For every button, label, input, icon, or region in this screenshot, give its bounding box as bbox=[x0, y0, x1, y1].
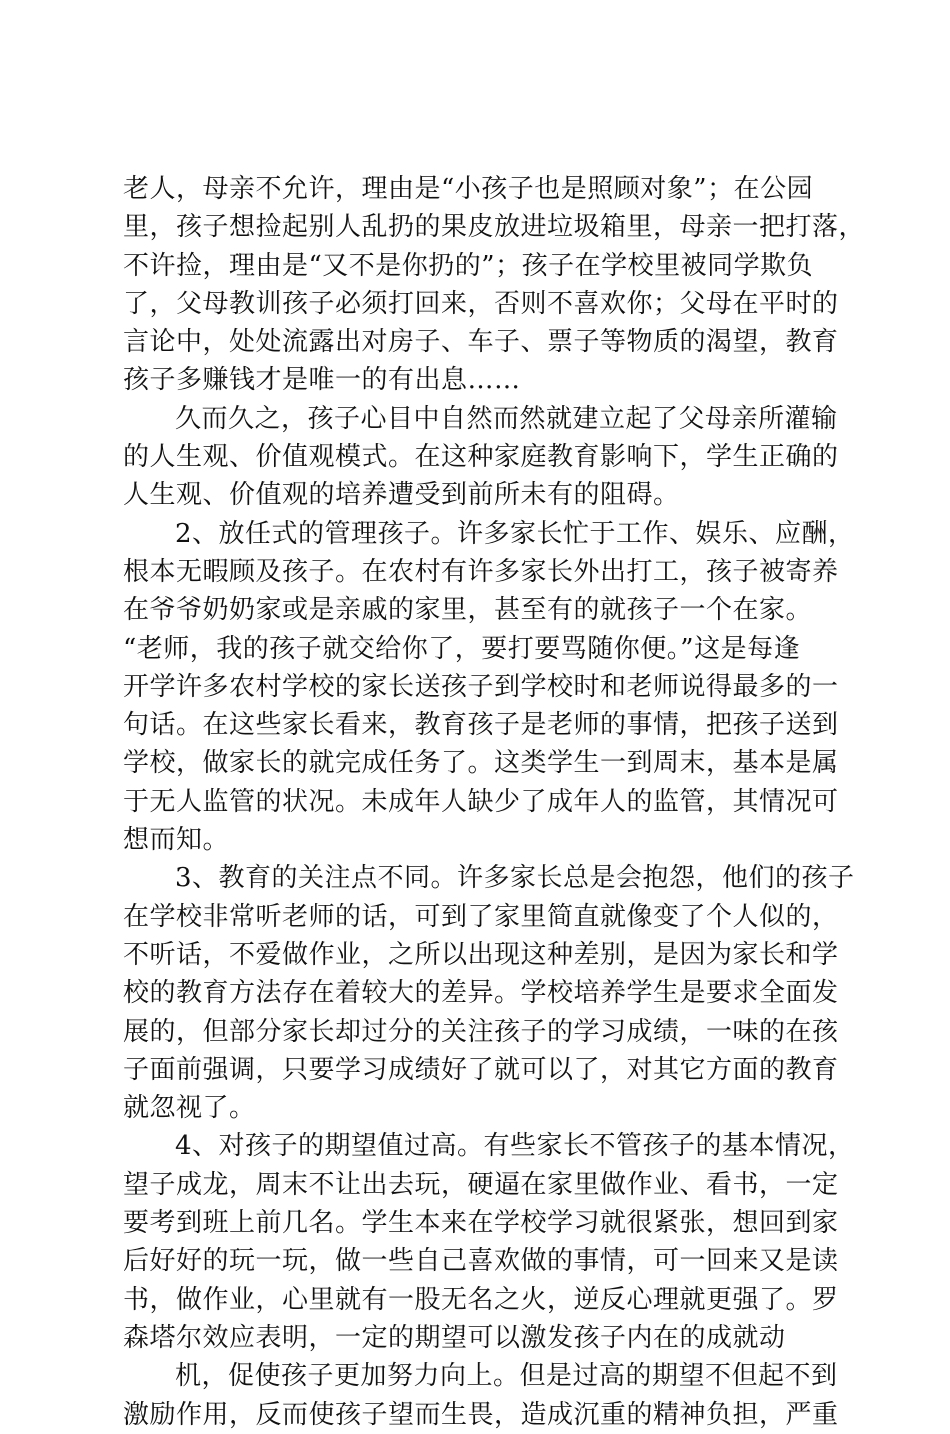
text-line: 想而知。 bbox=[123, 825, 230, 856]
text-line: “老师，我的孩子就交给你了，要打要骂随你便。”这是每逢 bbox=[123, 633, 801, 664]
text-line: 不听话，不爱做作业，之所以出现这种差别，是因为家长和学 bbox=[123, 939, 839, 970]
text-line: 于无人监管的状况。未成年人缺少了成年人的监管，其情况可 bbox=[123, 786, 839, 817]
text-line: 要考到班上前几名。学生本来在学校学习就很紧张，想回到家 bbox=[123, 1208, 839, 1239]
text-line: 展的，但部分家长却过分的关注孩子的学习成绩，一味的在孩 bbox=[123, 1016, 839, 1047]
text-line: 孩子多赚钱才是唯一的有出息…… bbox=[123, 365, 521, 396]
text-line: 望子成龙，周末不让出去玩，硬逼在家里做作业、看书，一定 bbox=[123, 1169, 839, 1200]
text-line: 3、教育的关注点不同。许多家长总是会抱怨，他们的孩子 bbox=[175, 863, 855, 894]
text-line: 在学校非常听老师的话，可到了家里简直就像变了个人似的， bbox=[123, 901, 839, 932]
text-line: 久而久之，孩子心目中自然而然就建立起了父母亲所灌输 bbox=[175, 403, 838, 434]
text-line: 学校，做家长的就完成任务了。这类学生一到周末，基本是属 bbox=[123, 748, 839, 779]
text-line: 言论中，处处流露出对房子、车子、票子等物质的渴望，教育 bbox=[123, 327, 839, 358]
text-line: 后好好的玩一玩，做一些自己喜欢做的事情，可一回来又是读 bbox=[123, 1246, 839, 1277]
document-body bbox=[123, 170, 866, 1434]
text-line: 森塔尔效应表明，一定的期望可以激发孩子内在的成就动 bbox=[123, 1322, 786, 1353]
text-line: 2、放任式的管理孩子。许多家长忙于工作、娱乐、应酬， bbox=[175, 518, 855, 549]
text-line: 在爷爷奶奶家或是亲戚的家里，甚至有的就孩子一个在家。 bbox=[123, 595, 813, 626]
text-line: 里，孩子想捡起别人乱扔的果皮放进垃圾箱里，母亲一把打落， bbox=[123, 212, 866, 243]
text-line: 4、对孩子的期望值过高。有些家长不管孩子的基本情况， bbox=[175, 1131, 855, 1162]
text-line: 开学许多农村学校的家长送孩子到学校时和老师说得最多的一 bbox=[123, 671, 839, 702]
text-line: 的人生观、价值观模式。在这种家庭教育影响下，学生正确的 bbox=[123, 442, 839, 473]
text-line: 激励作用，反而使孩子望而生畏，造成沉重的精神负担，严重 bbox=[123, 1399, 839, 1430]
text-line: 不许捡，理由是“又不是你扔的”；孩子在学校里被同学欺负 bbox=[123, 250, 814, 281]
text-line: 就忽视了。 bbox=[123, 1093, 256, 1124]
text-line: 子面前强调，只要学习成绩好了就可以了，对其它方面的教育 bbox=[123, 1054, 839, 1085]
text-line: 老人，母亲不允许，理由是“小孩子也是照顾对象”；在公园 bbox=[123, 174, 814, 204]
text-line: 书，做作业，心里就有一股无名之火，逆反心理就更强了。罗 bbox=[123, 1284, 839, 1315]
text-line: 根本无暇顾及孩子。在农村有许多家长外出打工，孩子被寄养 bbox=[123, 556, 839, 587]
text-line: 了，父母教训孩子必须打回来，否则不喜欢你；父母在平时的 bbox=[123, 288, 839, 319]
text-line: 句话。在这些家长看来，教育孩子是老师的事情，把孩子送到 bbox=[123, 710, 839, 741]
text-line: 机，促使孩子更加努力向上。但是过高的期望不但起不到 bbox=[175, 1361, 838, 1392]
text-line: 校的教育方法存在着较大的差异。学校培养学生是要求全面发 bbox=[123, 978, 839, 1009]
text-line: 人生观、价值观的培养遭受到前所未有的阻碍。 bbox=[123, 480, 680, 511]
